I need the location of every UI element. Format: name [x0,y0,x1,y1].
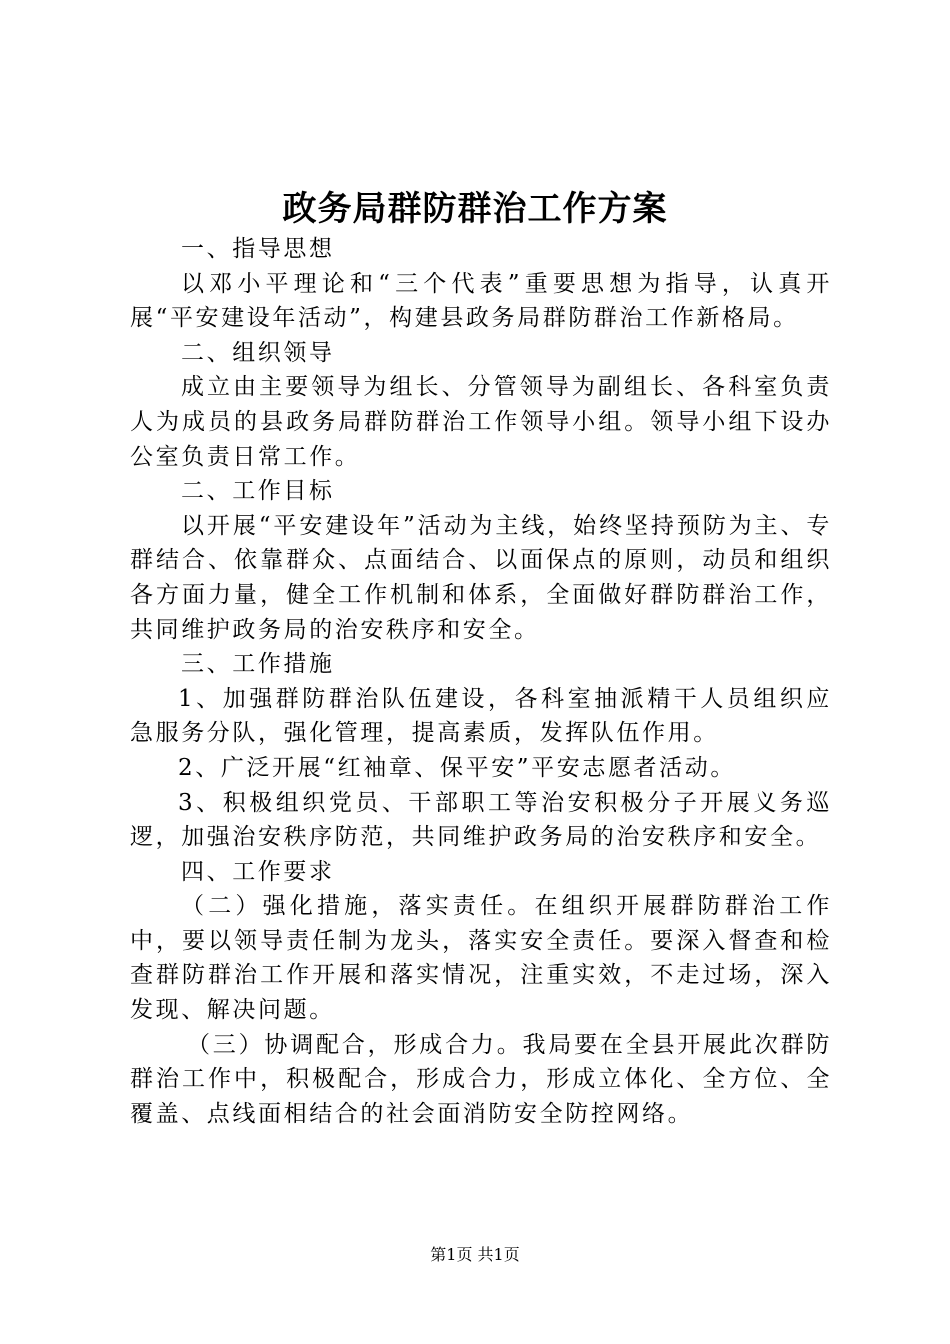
section-heading-work-requirements: 四、工作要求 [181,858,335,885]
section-heading-organization: 二、组织领导 [181,339,335,366]
section-heading-work-goals: 二、工作目标 [181,478,335,505]
paragraph-requirement-3: （三）协调配合，形成合力。我局要在全县开展此次群防群治工作中，积极配合，形成合力，形成立体化、全方位、全覆盖、点线面相结合的社会面消防安全防控网络。 [130,1031,832,1127]
paragraph-requirement-2: （二）强化措施，落实责任。在组织开展群防群治工作中，要以领导责任制为龙头，落实安全责任。要深入督查和检查群防群治工作开展和落实情况，注重实效，不走过场，深入发现、解决问题。 [130,893,832,1024]
document-body [130,232,832,1131]
paragraph-measure-2: 2、广泛开展“红袖章、保平安”平安志愿者活动。 [178,754,736,781]
paragraph-organization: 成立由主要领导为组长、分管领导为副组长、各科室负责人为成员的县政务局群防群治工作领导小组。领导小组下设办公室负责日常工作。 [130,374,832,470]
page-footer: 第1页 共1页 [430,1245,520,1264]
paragraph-guiding-ideology: 以邓小平理论和“三个代表”重要思想为指导，认真开展“平安建设年活动”，构建县政务局群防群治工作新格局。 [130,270,832,332]
paragraph-measure-1: 1、加强群防群治队伍建设，各科室抽派精干人员组织应急服务分队，强化管理，提高素质，发挥队伍作用。 [130,685,832,747]
document-title: 政务局群防群治工作方案 [282,189,668,229]
paragraph-measure-3: 3、积极组织党员、干部职工等治安积极分子开展义务巡逻，加强治安秩序防范，共同维护政务局的治安秩序和安全。 [130,789,832,851]
paragraph-work-goals: 以开展“平安建设年”活动为主线，始终坚持预防为主、专群结合、依靠群众、点面结合、以面保点的原则，动员和组织各方面力量，健全工作机制和体系，全面做好群防群治工作，共同维护政务局的治安秩序和安全。 [130,512,832,643]
section-heading-work-measures: 三、工作措施 [181,651,335,678]
section-heading-guiding-ideology: 一、指导思想 [181,236,335,262]
